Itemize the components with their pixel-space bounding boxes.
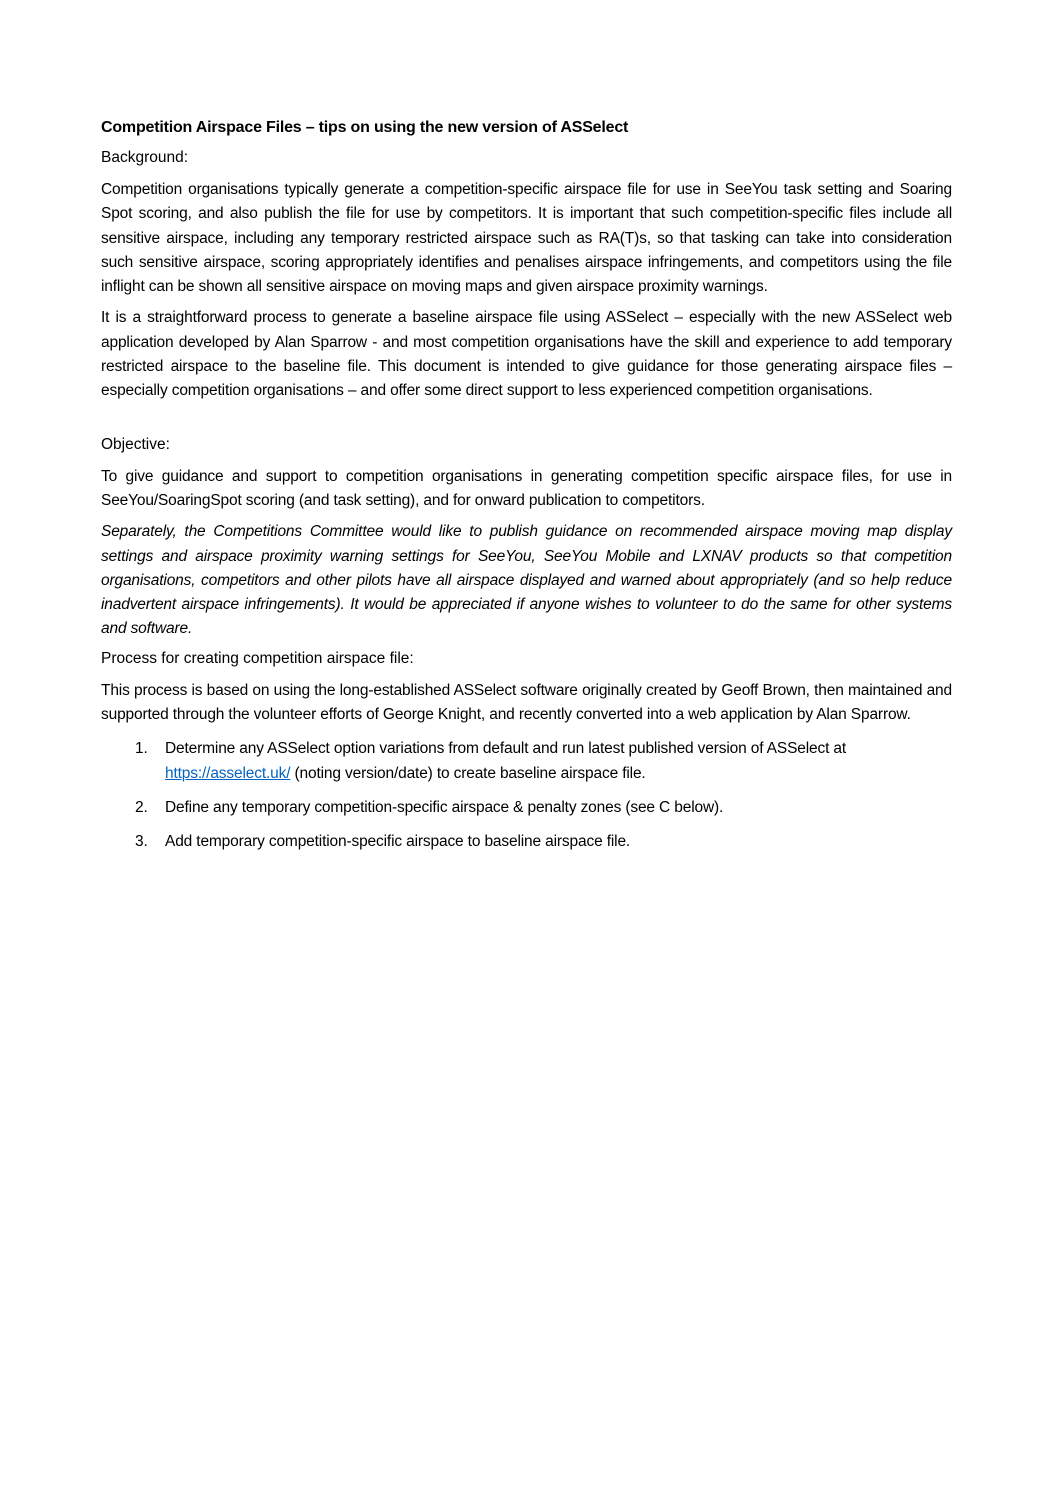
step-number: 2. xyxy=(135,798,148,816)
step-text: Determine any ASSelect option variations from default and run latest published version of ASSelect at xyxy=(165,740,847,758)
step-number: 1. xyxy=(135,740,148,758)
process-heading: Process for creating competition airspace file: xyxy=(101,649,414,667)
process-steps-list xyxy=(101,737,952,854)
objective-italic-note: Separately, the Competitions Committee would like to publish guidance on recommended airspace moving map display settings and airspace proximity warning settings for SeeYou, SeeYou Mobile and LXNAV products so that competition organisations, competitors and other pilots have all airspace displayed and warned about appropriately (and so help reduce inadvertent airspace infringements). It would be appreciated if anyone wishes to volunteer to do the same for other systems and software. xyxy=(101,523,952,638)
document-title: Competition Airspace Files – tips on using the new version of ASSelect xyxy=(101,119,629,136)
objective-heading: Objective: xyxy=(101,435,170,453)
step-text: Add temporary competition-specific airspace to baseline airspace file. xyxy=(165,833,631,851)
process-step-3 xyxy=(101,830,952,854)
document-page xyxy=(101,118,952,865)
process-paragraph: This process is based on using the long-established ASSelect software originally created by Geoff Brown, then maintained and supported through the volunteer efforts of George Knight, and recently converted into a web application by Alan Sparrow. xyxy=(101,681,952,724)
background-paragraph-1: Competition organisations typically generate a competition-specific airspace file for use in SeeYou task setting and Soaring Spot scoring, and also publish the file for use by competitors. It is important that such competition-specific files include all sensitive airspace, including any temporary restricted airspace such as RA(T)s, so that tasking can take into consideration such sensitive airspace, scoring appropriately identifies and penalises airspace infringements, and competitors using the file inflight can be shown all sensitive airspace on moving maps and given airspace proximity warnings. xyxy=(101,181,952,296)
spacer xyxy=(101,411,952,435)
step-text-after-link: (noting version/date) to create baseline airspace file. xyxy=(290,764,646,782)
asselect-link[interactable]: https://asselect.uk/ xyxy=(165,764,291,782)
step-text: Define any temporary competition-specific airspace & penalty zones (see C below). xyxy=(165,798,724,816)
step-number: 3. xyxy=(135,833,148,851)
background-heading: Background: xyxy=(101,149,189,166)
objective-paragraph: To give guidance and support to competition organisations in generating competition specific airspace files, for use in SeeYou/SoaringSpot scoring (and task setting), and for onward publication to competitors. xyxy=(101,467,952,509)
process-step-2 xyxy=(101,796,952,820)
process-step-1 xyxy=(101,737,952,786)
background-paragraph-2: It is a straightforward process to generate a baseline airspace file using ASSelect – especially with the new ASSelect web application developed by Alan Sparrow - and most competition organisations have the skill and experience to add temporary restricted airspace to the baseline file. This document is intended to give guidance for those generating airspace files – especially competition organisations – and offer some direct support to less experienced competition organisations. xyxy=(101,309,952,400)
